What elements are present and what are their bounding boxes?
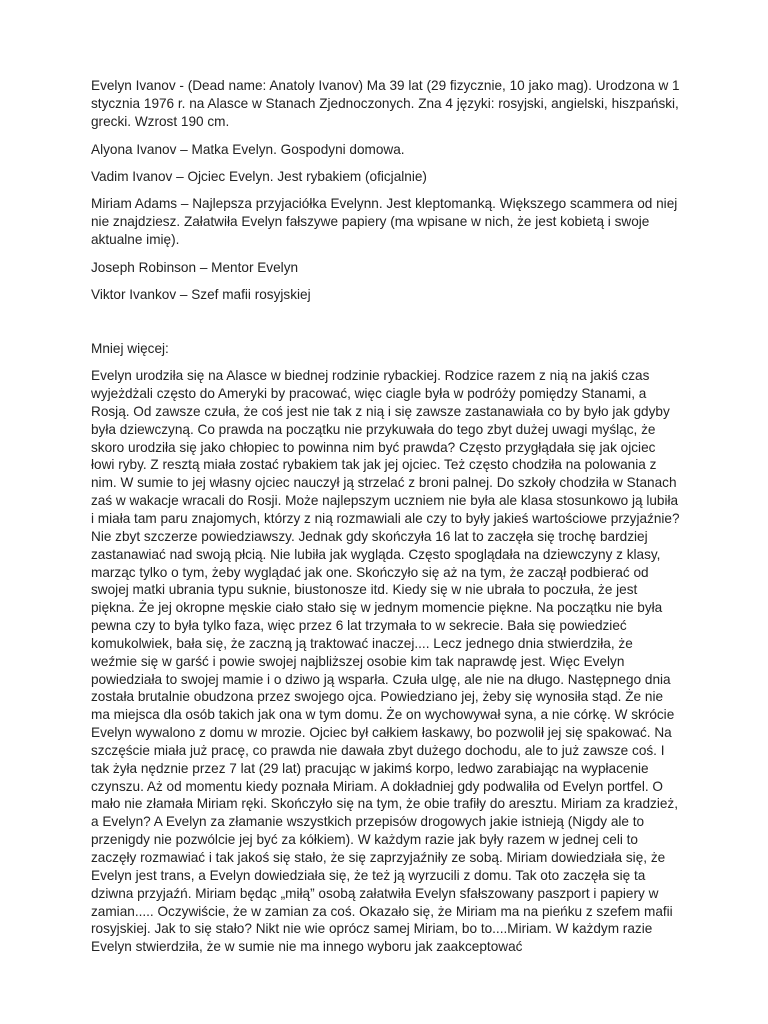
character-viktor: Viktor Ivankov – Szef mafii rosyjskiej bbox=[91, 286, 311, 302]
character-joseph: Joseph Robinson – Mentor Evelyn bbox=[91, 259, 299, 275]
character-evelyn: Evelyn Ivanov - (Dead name: Anatoly Ivanov) Ma 39 lat (29 fizycznie, 10 jako mag). Urodzona w 1 stycznia 1976 r. na Alasce w Stanach Zjednoczonych. Zna 4 języki: rosyjski, angielski, hiszpański, grecki. Wzrost 190 cm. bbox=[91, 78, 680, 130]
character-miriam: Miriam Adams – Najlepsza przyjaciółka Evelynn. Jest kleptomanką. Większego scammera od niej nie znajdziesz. Załatwiła Evelyn fałszywe papiery (ma wpisane w nich, że jest kobietą i swoje aktualne imię). bbox=[91, 196, 678, 248]
document-page bbox=[91, 77, 681, 956]
story-paragraph: Evelyn urodziła się na Alasce w biednej rodzinie rybackiej. Rodzice razem z nią na jakiś czas wyjeżdżali często do Ameryki by pracować, więc ciagle była w podróży pomiędzy Stanami, a Rosją. Od zawsze czuła, że coś jest nie tak z nią i się zawsze zastanawiała co by było jak gdyby była dziewczyną. Co prawda na początku nie przykuwała do tego zbyt dużej uwagi myśląc, że skoro urodziła się jako chłopiec to powinna nim być prawda? Często przygłądała się jak ojciec łowi ryby. Z resztą miała zostać rybakiem tak jak jej ojciec. Też często chodziła na polowania z nim. W sumie to jej własny ojciec nauczył ją strzelać z broni palnej. Do szkoły chodziła w Stanach zaś w wakacje wracali do Rosji. Może najlepszym uczniem nie była ale klasa stosunkowo ją lubiła i miała tam paru znajomych, którzy z nią rozmawiali ale czy to były jakieś wartościowe przyjaźnie? Nie zbyt szczerze powiedziawszy. Jednak gdy skończyła 16 lat to zaczęła się trochę bardziej zastanawiać nad swoją płcią. Nie lubiła jak wygląda. Często spoglądała na dziewczyny z klasy, marząc tylko o tym, żeby wyglądać jak one. Skończyło się aż na tym, że zaczął podbierać od swojej matki ubrania typu suknie, biustonosze itd. Kiedy się w nie ubrała to poczuła, że jest piękna. Że jej okropne męskie ciało stało się w jednym momencie piękne. Na początku nie była pewna czy to była tylko faza, więc przez 6 lat trzymała to w sekrecie. Bała się powiedzieć komukolwiek, bała się, że zaczną ją traktować inaczej.... Lecz jednego dnia stwierdziła, że weźmie się w garść i powie swojej najbliższej osobie kim tak naprawdę jest. Więc Evelyn powiedziała to swojej mamie i o dziwo ją wsparła. Czuła ulgę, ale nie na długo. Następnego dnia została brutalnie obudzona przez swojego ojca. Powiedziano jej, żeby się wynosiła stąd. Że nie ma miejsca dla osób takich jak ona w tym domu. Że on wychowywał syna, a nie córkę. W skrócie Evelyn wywalono z domu w mrozie. Ojciec był całkiem łaskawy, bo pozwolił jej się spakować. Na szczęście miała już pracę, co prawda nie dawała zbyt dużego dochodu, ale to już zawsze coś. I tak żyła nędznie przez 7 lat (29 lat) pracując w jakimś korpo, ledwo zarabiając na wypłacenie czynszu. Aż od momentu kiedy poznała Miriam. A dokładniej gdy podwaliła od Evelyn portfel. O mało nie złamała Miriam ręki. Skończyło się na tym, że obie trafiły do aresztu. Miriam za kradzież, a Evelyn? A Evelyn za złamanie wszystkich przepisów drogowych jakie istnieją (Nigdy ale to przenigdy nie pozwólcie jej być za kółkiem). W każdym razie jak były razem w jednej celi to zaczęły rozmawiać i tak jakoś się stało, że się zaprzyjaźniły ze sobą. Miriam dowiedziała się, że Evelyn jest trans, a Evelyn dowiedziała się, że też ją wyrzucili z domu. Tak oto zaczęła się ta dziwna przyjaźń. Miriam będąc „miłą” osobą załatwiła Evelyn sfałszowany paszport i papiery w zamian..... Oczywiście, że w zamian za coś. Okazało się, że Miriam ma na pieńku z szefem mafii rosyjskiej. Jak to się stało? Nikt nie wie oprócz samej Miriam, bo to....Miriam. W każdym razie Evelyn stwierdziła, że w sumie nie ma innego wyboru jak zaakceptować bbox=[91, 368, 680, 955]
section-heading: Mniej więcej: bbox=[91, 341, 169, 357]
character-alyona: Alyona Ivanov – Matka Evelyn. Gospodyni domowa. bbox=[91, 141, 405, 157]
character-vadim: Vadim Ivanov – Ojciec Evelyn. Jest rybakiem (oficjalnie) bbox=[91, 168, 427, 184]
blank-line bbox=[91, 313, 681, 340]
